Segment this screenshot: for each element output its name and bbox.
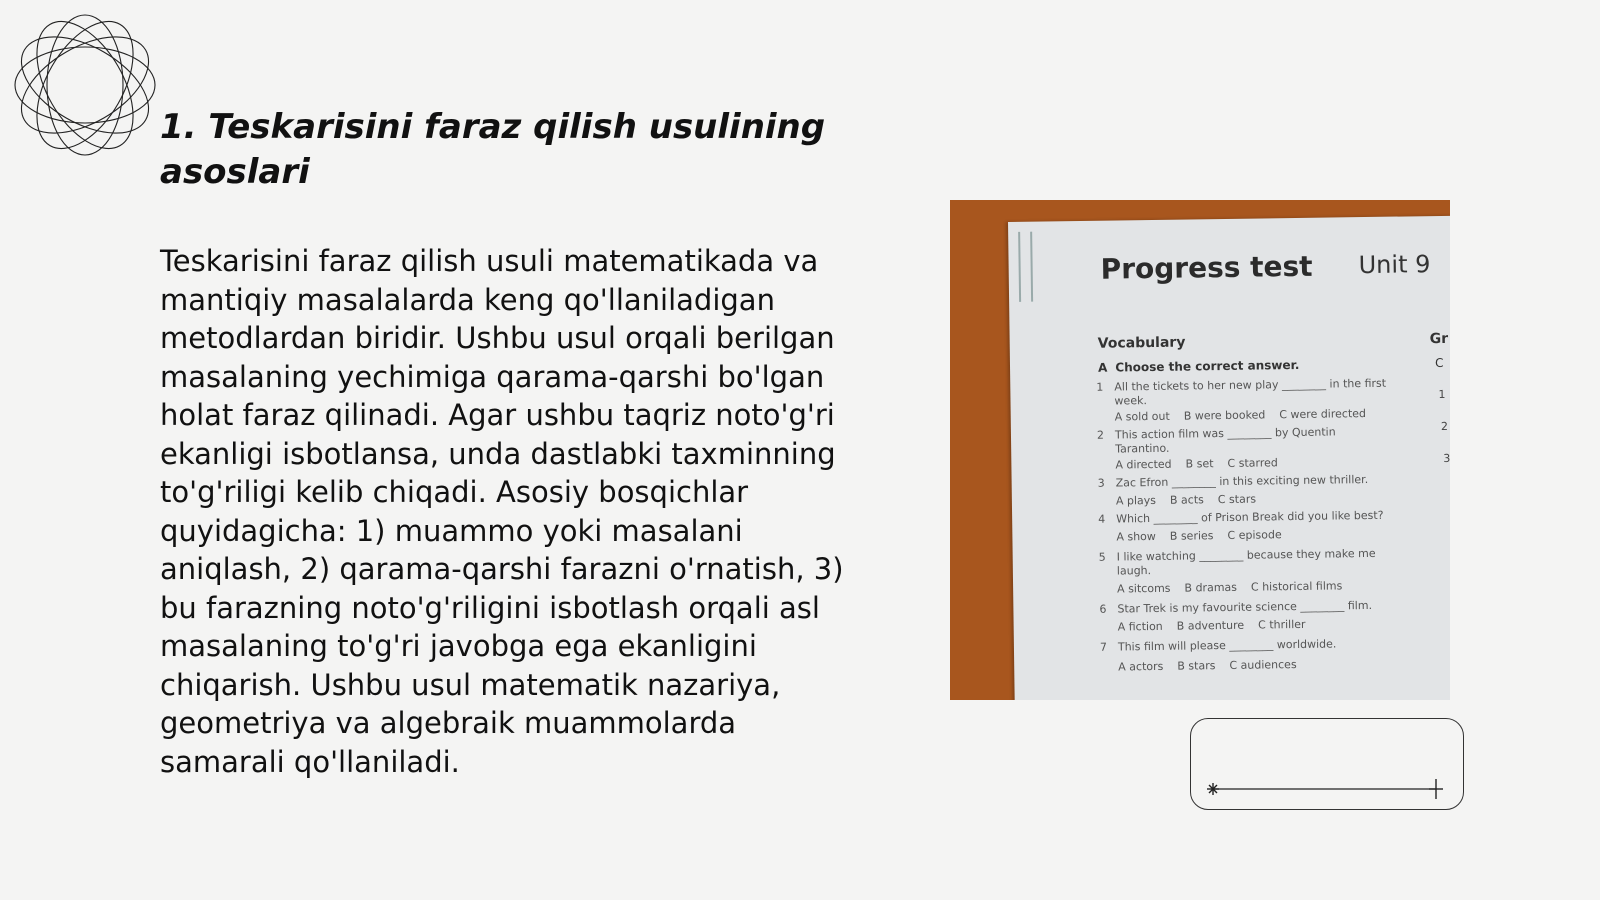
- decorative-circles: [10, 10, 160, 160]
- question-cont: laugh.: [1116, 564, 1152, 578]
- photo-heading: Progress test: [1100, 249, 1313, 286]
- question-options: A actors B stars C audiences: [1118, 658, 1297, 674]
- side-number: 1: [1438, 387, 1446, 402]
- card-line-graphic: [1191, 719, 1465, 811]
- side-number: 3: [1443, 451, 1450, 465]
- binding-marks: [1018, 232, 1033, 302]
- question-line: 6 Star Trek is my favourite science ________ film.: [1099, 598, 1373, 616]
- instruction-text: Choose the correct answer.: [1115, 357, 1300, 375]
- photo-section: Vocabulary: [1097, 334, 1186, 352]
- question-line: 7 This film will please ________ worldwide.: [1099, 637, 1337, 654]
- photo-right-letter: C: [1434, 355, 1444, 371]
- question-cont: Tarantino.: [1115, 441, 1170, 456]
- question-line: 2 This action film was ________ by Quentin: [1096, 425, 1336, 442]
- question-options: A sitcoms B dramas C historical films: [1117, 579, 1343, 596]
- question-cont: week.: [1114, 394, 1148, 408]
- question-options: A fiction B adventure C thriller: [1117, 617, 1306, 634]
- progress-test-photo: [950, 200, 1450, 700]
- photo-unit: Unit 9: [1358, 250, 1431, 280]
- question-line: 4 Which ________ of Prison Break did you like best?: [1098, 508, 1384, 526]
- side-number: 2: [1440, 419, 1448, 433]
- slide-body-text: Teskarisini faraz qilish usuli matematikada va mantiqiy masalalarda keng qo'llaniladigan metodlardan biridir. Ushbu usul orqali berilgan masalaning yechimiga qarama-qarshi bo'lgan holat faraz qilinadi. Agar ushbu taqriz noto'g'ri ekanligi isbotlansa, unda dastlabki taxminning to'g'riligi kelib chiqadi. Asosiy bosqichlar quyidagicha: 1) muammo yoki masalani aniqlash, 2) qarama-qarshi farazni o'rnatish, 3) bu farazning noto'g'riligini isbotlash orqali asl masalaning to'g'ri javobga ega ekanligini chiqarish. Ushbu usul matematik nazariya, geometriya va algebraik muammolarda samarali qo'llaniladi.: [160, 244, 844, 779]
- photo-section-right: Gr: [1429, 330, 1449, 348]
- question-options: A directed B set C starred: [1115, 456, 1278, 472]
- question-line: 1 All the tickets to her new play ________ in the first: [1096, 376, 1387, 394]
- decorative-card: [1190, 718, 1464, 810]
- question-line: 5 I like watching ________ because they make me: [1098, 546, 1376, 564]
- question-line: 3 Zac Efron ________ in this exciting new thriller.: [1097, 472, 1369, 490]
- sparkle-icon: [1207, 783, 1219, 795]
- instruction-letter: A: [1097, 360, 1108, 375]
- question-options: A plays B acts C stars: [1115, 492, 1257, 508]
- slide-title: 1. Teskarisini faraz qilish usulining asoslari: [160, 107, 826, 192]
- test-paper: [1008, 216, 1450, 700]
- question-options: A show B series C episode: [1116, 528, 1282, 544]
- cross-icon: [1429, 779, 1443, 799]
- photo-instruction: [1098, 358, 1300, 375]
- question-options: A sold out B were booked C were directed: [1114, 407, 1367, 424]
